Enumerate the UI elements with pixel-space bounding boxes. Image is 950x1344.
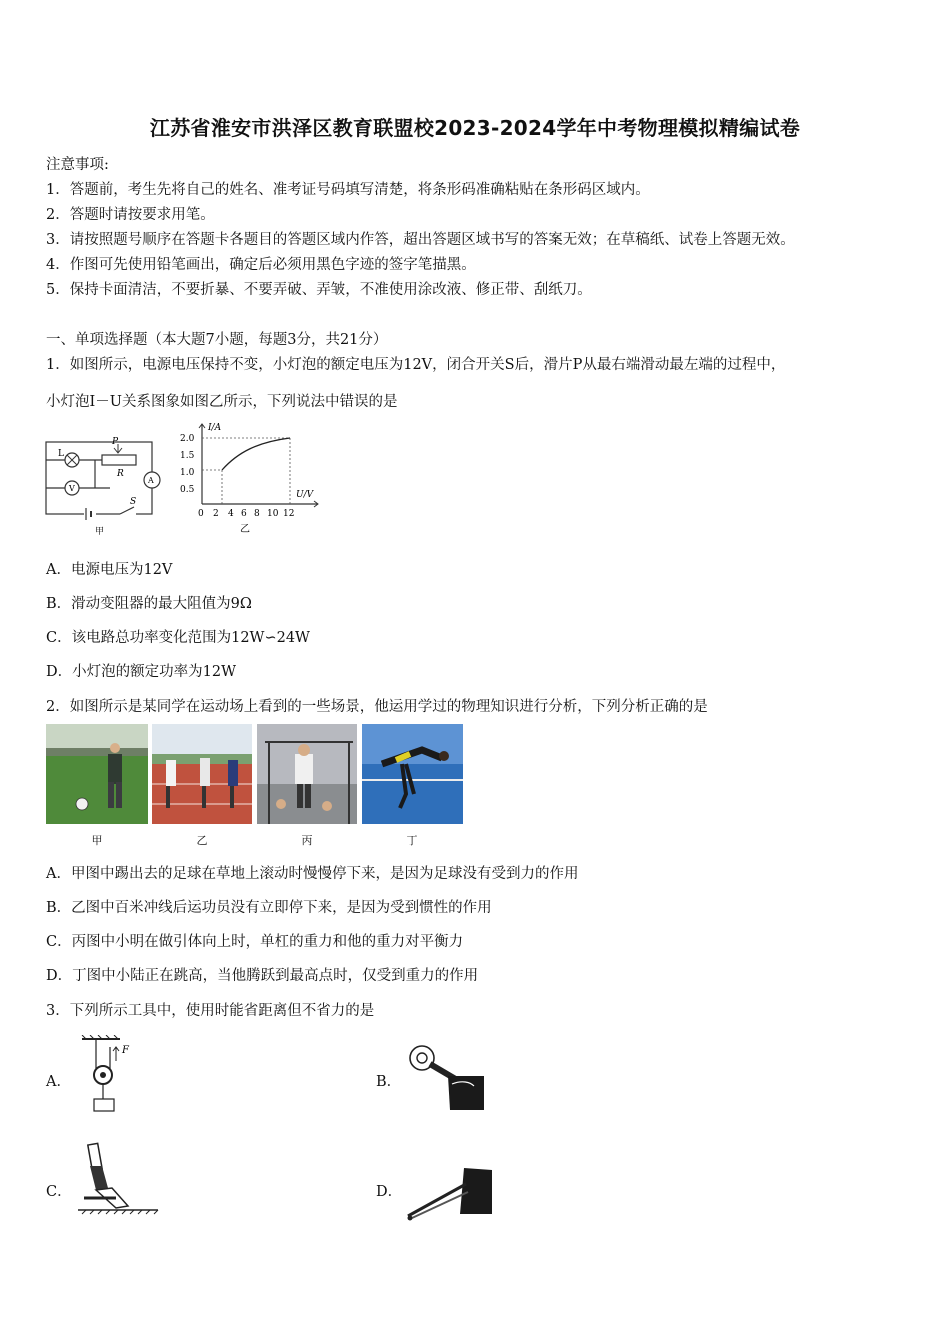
ammeter-label: A: [148, 476, 154, 485]
q1-iu-graph: [178, 420, 323, 540]
rheostat-label: R: [117, 469, 124, 479]
voltmeter-label: V: [69, 484, 75, 493]
y-tick-label: 1.5: [180, 451, 195, 461]
q1-option-c: C．该电路总功率变化范围为12W∽24W: [46, 630, 310, 646]
notice-item: 3．请按照题号顺序在答题卡各题目的答题区域内作答，超出答题区域书写的答案无效；在草稿纸、试卷上答题无效。: [46, 232, 795, 248]
notice-item: 5．保持卡面清洁，不要折暴、不要弄破、弄皱，不准使用涂改液、修正带、刮纸刀。: [46, 282, 592, 298]
q3-option-b-letter: B．: [376, 1074, 402, 1090]
y-tick-label: 0.5: [180, 485, 195, 495]
q3-stem: 3．下列所示工具中，使用时能省距离但不省力的是: [46, 1003, 375, 1019]
battery-icon: [84, 508, 96, 520]
wrench-icon: [404, 1036, 490, 1114]
q1-stem-line2: 小灯泡I－U关系图象如图乙所示，下列说法中错误的是: [46, 394, 398, 410]
q1-circuit-diagram: [40, 430, 165, 540]
x-tick-label: 12: [283, 509, 295, 519]
q1-option-d: D．小灯泡的额定功率为12W: [46, 664, 236, 680]
q1-option-a: A．电源电压为12V: [46, 562, 173, 578]
q2-photo-pullup: [257, 724, 357, 824]
section-heading: 一、单项选择题（本大题7小题，每题3分，共21分）: [46, 332, 388, 348]
x-tick-label: 6: [241, 509, 247, 519]
y-tick-label: 2.0: [180, 434, 195, 444]
q2-photo-sprint: [152, 724, 252, 824]
page-title: 江苏省淮安市洪泽区教育联盟校2023-2024学年中考物理模拟精编试卷: [149, 116, 801, 140]
crowbar-icon: [76, 1140, 162, 1222]
q2-stem: 2．如图所示是某同学在运动场上看到的一些场景，他运用学过的物理知识进行分析，下列分析正确的是: [46, 699, 708, 715]
q2-option-a: A．甲图中踢出去的足球在草地上滚动时慢慢停下来，是因为足球没有受到力的作用: [46, 866, 579, 882]
q2-photo-soccer: [46, 724, 148, 824]
q1-stem-line1: 1．如图所示，电源电压保持不变，小灯泡的额定电压为12V，闭合开关S后，滑片P从最右端滑动最左端的过程中，: [46, 357, 786, 373]
q1-option-b: B．滑动变阻器的最大阻值为9Ω: [46, 596, 252, 612]
notice-item: 2．答题时请按要求用笔。: [46, 207, 215, 223]
q3-option-c-letter: C．: [46, 1184, 72, 1200]
notice-heading: 注意事项:: [46, 157, 109, 173]
x-tick-label: 0: [198, 509, 204, 519]
switch-icon: [120, 507, 136, 518]
x-tick-label: 10: [267, 509, 279, 519]
x-axis-label: U/V: [296, 490, 314, 500]
q2-option-d: D．丁图中小陆正在跳高，当他腾跃到最高点时，仅受到重力的作用: [46, 968, 479, 984]
notice-item: 1．答题前，考生先将自己的姓名、准考证号码填写清楚，将条形码准确粘贴在条形码区域内。: [46, 182, 650, 198]
force-label: F: [122, 1045, 129, 1056]
switch-label: S: [130, 497, 137, 507]
q3-option-d-letter: D．: [376, 1184, 403, 1200]
q3-option-a-letter: A．: [46, 1074, 71, 1090]
rheostat-icon: [102, 444, 136, 465]
graph-caption: 乙: [240, 524, 250, 535]
x-tick-label: 8: [254, 509, 260, 519]
notice-item: 4．作图可先使用铅笔画出，确定后必须用黑色字迹的签字笔描黑。: [46, 257, 476, 273]
y-tick-label: 1.0: [180, 468, 195, 478]
q2-option-c: C．丙图中小明在做引体向上时，单杠的重力和他的重力对平衡力: [46, 934, 464, 950]
tweezers-icon: [404, 1160, 496, 1224]
y-axis-label: I/A: [208, 423, 222, 433]
circuit-caption: 甲: [95, 527, 105, 537]
q2-option-b: B．乙图中百米冲线后运功员没有立即停下来，是因为受到惯性的作用: [46, 900, 492, 916]
x-tick-label: 2: [213, 509, 219, 519]
photo-caption: 丁: [406, 834, 418, 847]
iu-curve: [222, 438, 290, 470]
photo-caption: 甲: [91, 834, 103, 847]
pulley-icon: [76, 1035, 140, 1117]
lamp-icon: [65, 453, 79, 467]
x-tick-label: 4: [228, 509, 234, 519]
photo-caption: 乙: [196, 834, 208, 847]
lamp-label: L: [58, 449, 64, 459]
slider-label: P: [112, 437, 119, 447]
q2-photo-highjump: [362, 724, 463, 824]
photo-caption: 丙: [301, 834, 313, 847]
